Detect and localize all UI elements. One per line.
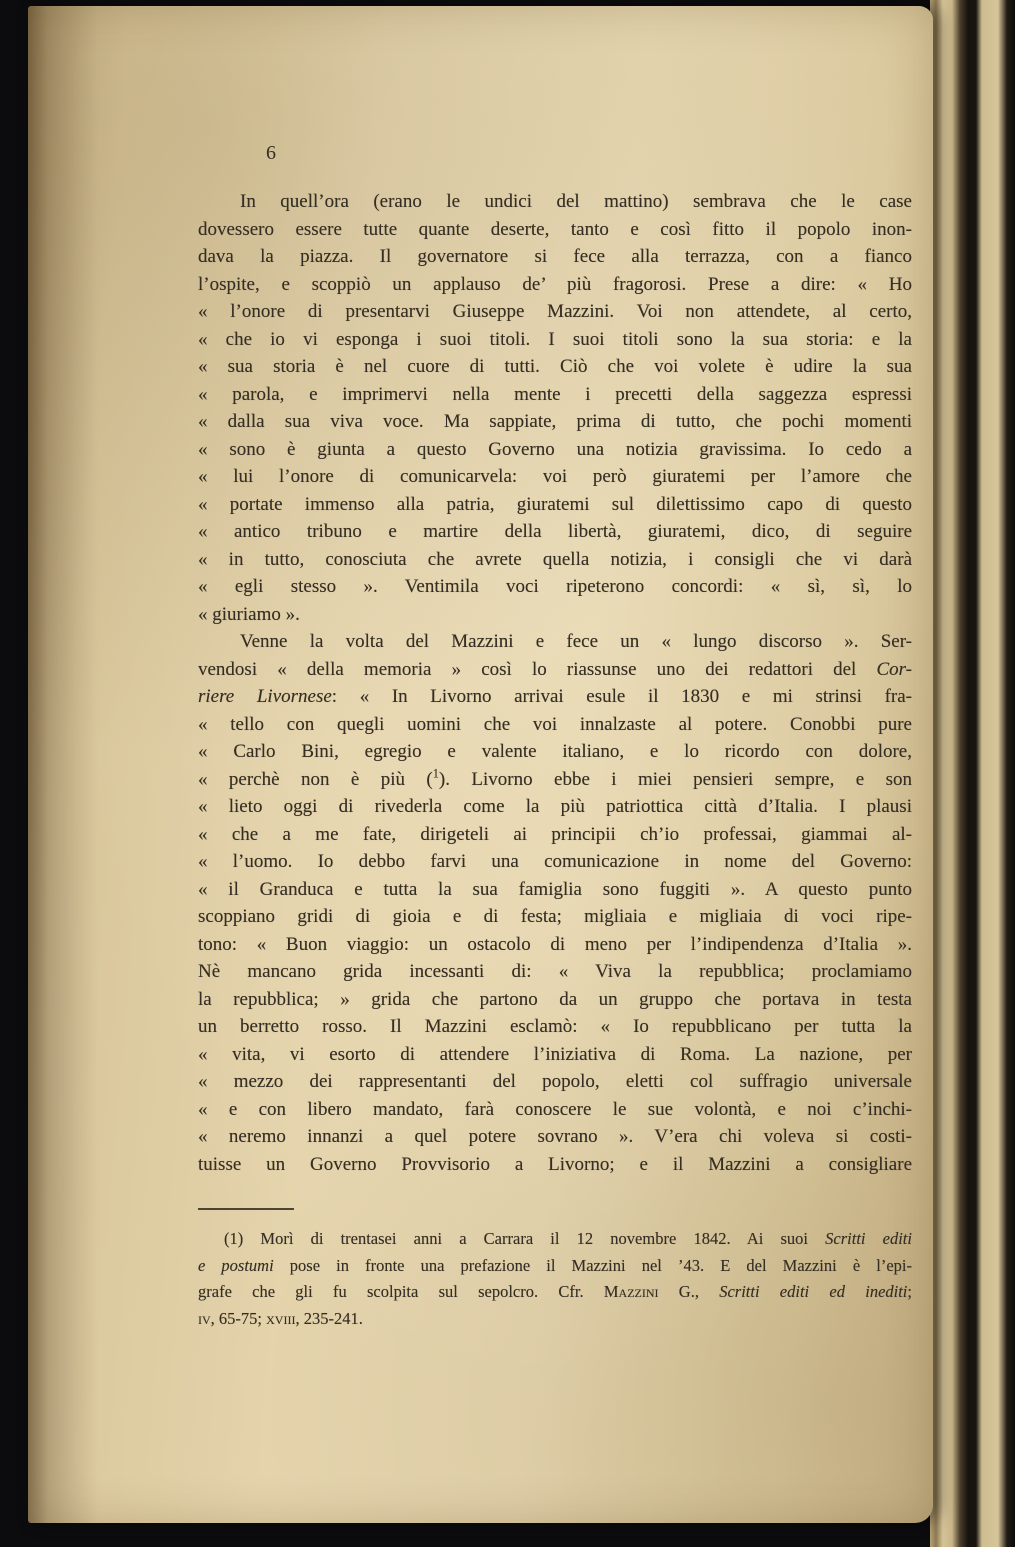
text-line bbox=[198, 463, 912, 491]
text-line bbox=[198, 1013, 912, 1041]
text-line bbox=[198, 546, 912, 574]
text-segment: « in tutto, conosciuta che avrete quella notizia, i consigli che vi darà bbox=[198, 548, 912, 570]
text-line bbox=[198, 216, 912, 244]
text-line bbox=[198, 298, 912, 326]
text-segment: : « In Livorno arrivai esule il 1830 e mi strinsi fra- bbox=[331, 686, 912, 707]
text-segment: « lui l’onore di comunicarvela: voi però giuratemi per l’amore che bbox=[198, 466, 912, 487]
text-line bbox=[198, 271, 912, 299]
text-segment: « parola, e imprimervi nella mente i precetti della saggezza espressi bbox=[198, 383, 912, 405]
footnote-text bbox=[198, 1226, 912, 1332]
text-segment: « lieto oggi di rivederla come la più patriottica città d’Italia. I plausi bbox=[198, 796, 912, 817]
text-segment: (1) Morì di trentasei anni a Carrara il 12 novembre 1842. Ai suoi bbox=[224, 1229, 826, 1248]
text-line bbox=[198, 793, 912, 821]
text-segment: 1 bbox=[432, 766, 439, 781]
text-line bbox=[198, 518, 912, 546]
text-line bbox=[198, 1123, 912, 1151]
text-line bbox=[198, 986, 912, 1014]
text-line bbox=[198, 436, 912, 464]
text-line bbox=[198, 628, 912, 656]
text-segment: « neremo innanzi a quel potere sovrano ». V’era chi voleva si costi- bbox=[198, 1126, 912, 1147]
book-fore-edge-pages bbox=[930, 0, 1015, 1547]
text-segment: « vita, vi esorto di attendere l’iniziativa di Roma. La nazione, per bbox=[198, 1043, 912, 1065]
text-segment: « l’onore di presentarvi Giuseppe Mazzini. Voi non attendete, al certo, bbox=[198, 301, 912, 322]
text-line bbox=[198, 381, 912, 409]
text-segment: « giuriamo ». bbox=[198, 603, 300, 625]
text-line bbox=[198, 1226, 912, 1253]
page-number: 6 bbox=[266, 142, 276, 164]
text-line bbox=[198, 958, 912, 986]
text-segment: « che a me fate, dirigeteli ai principii ch’io professai, giammai al- bbox=[198, 823, 912, 845]
text-line bbox=[198, 903, 912, 931]
text-line bbox=[198, 353, 912, 381]
text-segment: la repubblica; » grida che partono da un gruppo che portava in testa bbox=[198, 988, 912, 1010]
text-line bbox=[198, 738, 912, 766]
text-line bbox=[198, 1151, 912, 1179]
text-line bbox=[198, 876, 912, 904]
text-segment: e postumi bbox=[198, 1255, 274, 1275]
text-line bbox=[198, 766, 912, 794]
text-segment: ). Livorno ebbe i miei pensieri sempre, e son bbox=[438, 768, 912, 790]
text-line bbox=[198, 711, 912, 739]
text-segment: Nè mancano grida incessanti di: « Viva la repubblica; proclamiamo bbox=[198, 961, 912, 982]
text-segment: vendosi « della memoria » così lo riassunse uno dei redattori del bbox=[198, 658, 877, 680]
text-segment: G., bbox=[658, 1282, 720, 1301]
text-segment: « mezzo dei rappresentanti del popolo, eletti col suffragio universale bbox=[198, 1071, 912, 1092]
text-segment: Scritti editi ed inediti bbox=[719, 1282, 908, 1301]
text-line bbox=[198, 491, 912, 519]
text-segment: tuisse un Governo Provvisorio a Livorno; e il Mazzini a consigliare bbox=[198, 1153, 912, 1175]
text-segment: iv bbox=[198, 1308, 211, 1328]
text-line bbox=[198, 931, 912, 959]
text-segment: « l’uomo. Io debbo farvi una comunicazione in nome del Governo: bbox=[198, 851, 912, 872]
text-segment: « tello con quegli uomini che voi innalzaste al potere. Conobbi pure bbox=[198, 713, 912, 735]
text-segment: « e con libero mandato, farà conoscere le sue volontà, e noi c’inchi- bbox=[198, 1098, 912, 1120]
text-segment: « dalla sua viva voce. Ma sappiate, prima di tutto, che pochi momenti bbox=[198, 411, 912, 432]
text-segment: Mazzini bbox=[603, 1282, 659, 1301]
text-segment: « il Granduca e tutta la sua famiglia sono fuggiti ». A questo punto bbox=[198, 878, 912, 900]
text-segment: , 235-241. bbox=[295, 1308, 363, 1328]
text-segment: , 65-75; bbox=[210, 1308, 267, 1328]
text-segment: tono: « Buon viaggio: un ostacolo di meno per l’indipendenza d’Italia ». bbox=[198, 933, 912, 955]
text-line bbox=[198, 573, 912, 601]
text-segment: « antico tribuno e martire della libertà, giuratemi, dico, di seguire bbox=[198, 521, 912, 542]
text-line bbox=[198, 1068, 912, 1096]
text-segment: « sua storia è nel cuore di tutti. Ciò che voi volete è udire la sua bbox=[198, 356, 912, 377]
book-page-paper bbox=[28, 6, 933, 1523]
text-line bbox=[198, 601, 912, 629]
text-line bbox=[198, 188, 912, 216]
text-segment: un berretto rosso. Il Mazzini esclamò: « Io repubblicano per tutta la bbox=[198, 1016, 912, 1037]
text-line bbox=[198, 1096, 912, 1124]
text-segment: riere Livornese bbox=[198, 686, 332, 707]
text-line bbox=[198, 656, 912, 684]
text-segment: Cor- bbox=[876, 658, 912, 680]
text-segment: xviii bbox=[266, 1308, 296, 1328]
text-segment: « che io vi esponga i suoi titoli. I suoi titoli sono la sua storia: e la bbox=[198, 328, 912, 350]
page-content bbox=[198, 188, 912, 1332]
paragraph bbox=[198, 188, 912, 628]
text-segment: « sono è giunta a questo Governo una notizia gravissima. Io cedo a bbox=[198, 438, 912, 460]
footnote-separator bbox=[198, 1208, 294, 1210]
text-line bbox=[198, 1306, 912, 1333]
text-line bbox=[198, 243, 912, 271]
text-segment: dovessero essere tutte quante deserte, tanto e così fitto il popolo inon- bbox=[198, 218, 912, 240]
text-line bbox=[198, 1253, 912, 1280]
body-text bbox=[198, 188, 912, 1178]
text-segment: ; bbox=[907, 1282, 912, 1301]
text-segment: « perchè non è più ( bbox=[198, 768, 433, 790]
text-segment: dava la piazza. Il governatore si fece alla terrazza, con a fianco bbox=[198, 246, 912, 267]
text-segment: In quell’ora (erano le undici del mattino) sembrava che le case bbox=[240, 191, 912, 212]
text-line bbox=[198, 1279, 912, 1306]
text-segment: Scritti editi bbox=[825, 1229, 912, 1248]
text-line bbox=[198, 1041, 912, 1069]
text-segment: pose in fronte una prefazione il Mazzini nel ’43. E del Mazzini è l’epi- bbox=[273, 1255, 912, 1275]
text-line bbox=[198, 821, 912, 849]
text-segment: « Carlo Bini, egregio e valente italiano, e lo ricordo con dolore, bbox=[198, 741, 912, 762]
text-segment: scoppiano gridi di gioia e di festa; migliaia e migliaia di voci ripe- bbox=[198, 906, 912, 927]
text-line bbox=[198, 408, 912, 436]
paragraph bbox=[198, 628, 912, 1178]
text-segment: « portate immenso alla patria, giuratemi sul dilettissimo capo di questo bbox=[198, 493, 912, 515]
text-segment: l’ospite, e scoppiò un applauso de’ più fragorosi. Prese a dire: « Ho bbox=[198, 273, 912, 295]
text-segment: Venne la volta del Mazzini e fece un « lungo discorso ». Ser- bbox=[240, 631, 912, 652]
text-line bbox=[198, 848, 912, 876]
text-line bbox=[198, 326, 912, 354]
text-segment: « egli stesso ». Ventimila voci ripeterono concordi: « sì, sì, lo bbox=[198, 576, 912, 597]
text-line bbox=[198, 683, 912, 711]
text-segment: grafe che gli fu scolpita sul sepolcro. Cfr. bbox=[198, 1282, 604, 1301]
